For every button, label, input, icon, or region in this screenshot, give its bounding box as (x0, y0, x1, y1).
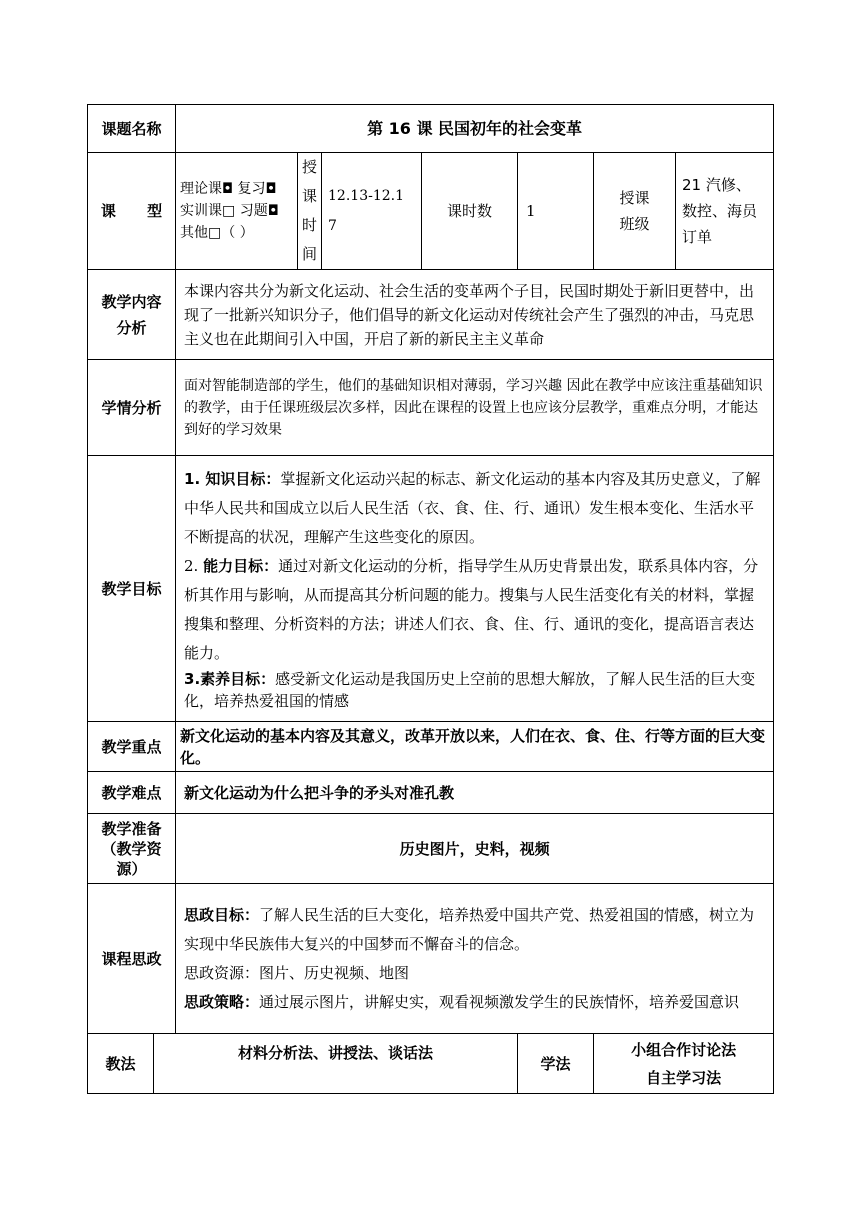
objectives-label: 教学目标 (88, 456, 176, 722)
objective-ability: 2. 能力目标：通过对新文化运动的分析，指导学生从历史背景出发，联系具体内容，分析其作用与影响，从而提高其分析问题的能力。搜集与人民生活变化有关的材料，掌握搜集和整理、分析资料的方法；讲述人们衣、食、住、行、通讯的变化，提高语言表达能力。 (184, 557, 759, 662)
preparation-row (88, 814, 774, 884)
type-row (88, 153, 774, 270)
key-points-label: 教学重点 (88, 722, 176, 772)
type-options (176, 153, 298, 270)
methods-row (88, 1034, 774, 1094)
difficulties-label: 教学难点 (88, 772, 176, 814)
time-label: 授 课 时 间 (298, 153, 322, 270)
objective-literacy: 3.素养目标：感受新文化运动是我国历史上空前的思想大解放，了解人民生活的巨大变化，培养热爱祖国的情感 (184, 670, 756, 710)
objectives-row (88, 456, 774, 722)
content-analysis-label: 教学内容 分析 (88, 270, 176, 360)
lesson-plan-page (87, 104, 773, 1094)
preparation-text: 历史图片，史料，视频 (176, 814, 774, 884)
difficulties-row (88, 772, 774, 814)
ideology-row (88, 884, 774, 1034)
learner-analysis-row (88, 360, 774, 456)
objective-knowledge: 1. 知识目标：掌握新文化运动兴起的标志、新文化运动的基本内容及其历史意义，了解中华人民共和国成立以后人民生活（衣、食、住、行、通讯）发生根本变化、生活水平不断提高的状况，理解产生这些变化的原因。 (184, 470, 761, 546)
learning-method-value: 小组合作讨论法 自主学习法 (594, 1034, 774, 1094)
ideology-label: 课程思政 (88, 884, 176, 1034)
ideology-goal: 思政目标：了解人民生活的巨大变化，培养热爱中国共产党、热爱祖国的情感，树立为实现中华民族伟大复兴的中国梦而不懈奋斗的信念。 (184, 905, 755, 953)
lesson-plan-table (87, 104, 774, 1094)
course-name-label: 课题名称 (88, 105, 176, 153)
ideology-strategy: 思政策略：通过展示图片，讲解史实，观看视频激发学生的民族情怀，培养爱国意识 (184, 992, 740, 1011)
ideology-text (176, 884, 774, 1034)
learning-method-label: 学法 (518, 1034, 594, 1094)
key-points-text: 新文化运动的基本内容及其意义，改革开放以来，人们在衣、食、住、行等方面的巨大变化。 (176, 722, 774, 772)
type-line-2: 实训课□ 习题◘ (180, 203, 279, 219)
title-row (88, 105, 774, 153)
class-value: 21 汽修、 数控、海员 订单 (676, 153, 774, 270)
hours-label: 课时数 (422, 153, 518, 270)
difficulties-text: 新文化运动为什么把斗争的矛头对准孔教 (176, 772, 774, 814)
objectives-text (176, 456, 774, 722)
preparation-label: 教学准备 （教学资 源） (88, 814, 176, 884)
hours-value: 1 (518, 153, 594, 270)
class-label: 授课 班级 (594, 153, 676, 270)
content-analysis-row (88, 270, 774, 360)
teaching-method-value: 材料分析法、讲授法、谈话法 (154, 1034, 518, 1094)
key-points-row (88, 722, 774, 772)
course-title: 第 16 课 民国初年的社会变革 (176, 105, 774, 153)
learner-analysis-label: 学情分析 (88, 360, 176, 456)
type-line-3: 其他□（ ） (180, 225, 254, 241)
type-label: 课 型 (88, 153, 176, 270)
ideology-resource: 思政资源：图片、历史视频、地图 (184, 963, 410, 982)
content-analysis-text: 本课内容共分为新文化运动、社会生活的变革两个子目，民国时期处于新旧更替中，出现了一批新兴知识分子，他们倡导的新文化运动对传统社会产生了强烈的冲击，马克思主义也在此期间引入中国，开启了新的新民主主义革命 (176, 270, 774, 360)
teaching-method-label: 教法 (88, 1034, 154, 1094)
learner-analysis-text: 面对智能制造部的学生，他们的基础知识相对薄弱，学习兴趣 因此在教学中应该注重基础知识的教学，由于任课班级层次多样，因此在课程的设置上也应该分层教学，重难点分明，才能达到好的学习效果 (176, 360, 774, 456)
time-value: 12.13-12.1 7 (322, 153, 422, 270)
type-line-1: 理论课◘ 复习◘ (180, 181, 277, 197)
